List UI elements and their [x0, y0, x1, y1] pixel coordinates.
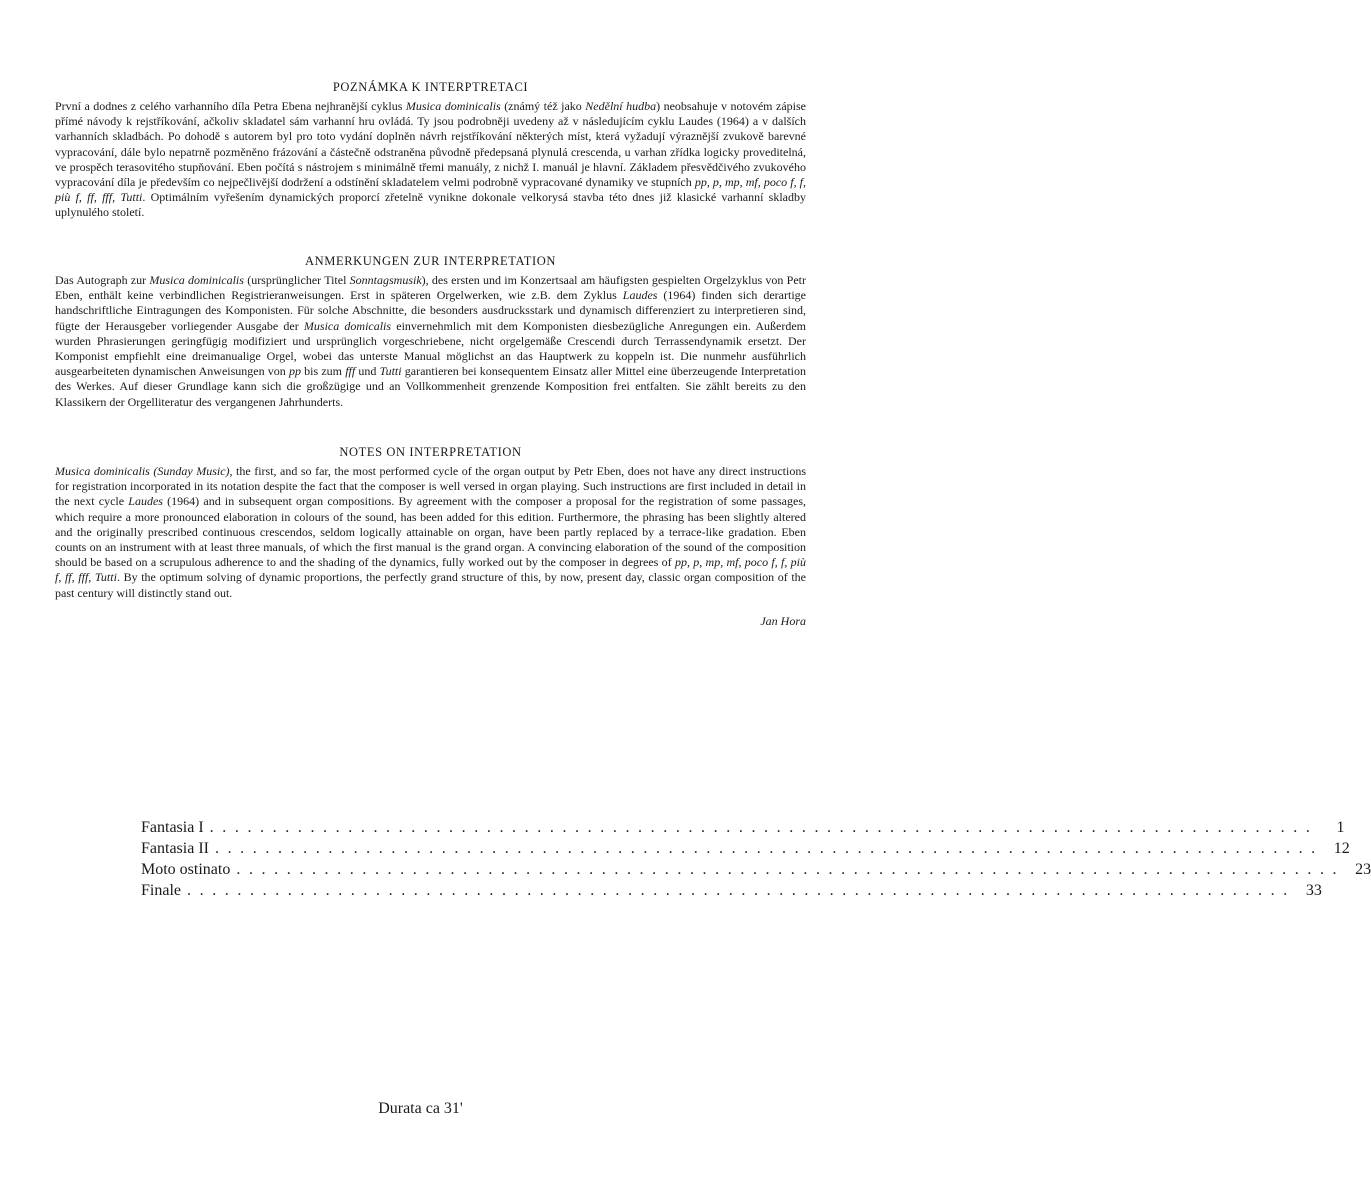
toc-leader-dots: ........................................................................................ — [214, 840, 1324, 857]
italic-text-run: Sonntagsmusik — [349, 273, 422, 287]
italic-text-run: Musica domicalis — [303, 318, 392, 333]
italic-text-run: Musica dominicalis — [149, 273, 244, 287]
text-run: . By the optimum solving of dynamic proportions, the perfectly grand structure of this, by now, present day, classic organ composition of the past century will distinctly stand out. — [55, 570, 806, 600]
toc-leader-dots: ........................................................................................ — [187, 882, 1296, 899]
italic-text-run: Tutti — [379, 364, 402, 379]
text-run: (známý též jako — [500, 99, 586, 113]
text-run: bis zum — [300, 364, 346, 379]
english-paragraph — [55, 464, 806, 601]
text-run: garantieren bei konsequentem Einsatz aller Mittel eine überzeugende Interpretation des Werkes. Auf dieser Grundlage kann sich die großzügige und an Vollkommenheit grenzende Komposition frei entfalten. Sie zählt bereits zu den Klassikern der Orgelliteratur des vergangenen Jahrhunderts. — [55, 364, 806, 409]
toc-leader-dots: ........................................................................................ — [209, 819, 1319, 836]
german-section — [55, 254, 806, 410]
text-run: (1964) and in subsequent organ compositions. By agreement with the composer a proposal for the registration of some passages, which require a more pronounced elaboration in colours of the sound, has been added for this edition. Furthermore, the phrasing has been slightly altered and the originally prescribed continuous crescendos, seldom logically attainable on organ, have been partly replaced by a terrace-like gradation. Eben counts on an instrument with at least three manuals, of which the first manual is the grand organ. A convincing elaboration of the sound of the composition should be based on a scrupulous adherence to and the shading of the dynamics, fully worked out by the composer in degrees of — [55, 494, 806, 570]
text-run: ), des ersten und im Konzertsaal am häufigsten gespielten Orgelzyklus von Petr Eben, enthält keine verbindlichen Registrieranweisungen. Erst in späteren Orgelwerken, wie z.B. dem Zyklus — [55, 273, 806, 303]
italic-text-run: Laudes — [622, 288, 658, 303]
duration-note: Durata ca 31' — [378, 1100, 463, 1117]
text-run: (ursprünglicher Titel — [243, 273, 350, 287]
toc-page-number: 23 — [1355, 861, 1371, 878]
table-of-contents — [141, 819, 1371, 903]
italic-text-run: Laudes — [128, 494, 163, 509]
toc-leader-dots: ........................................................................................ — [236, 861, 1346, 878]
italic-text-run: Nedělní hudba — [585, 99, 657, 113]
italic-text-run: Musica dominicalis — [405, 99, 501, 113]
text-run: und — [355, 364, 380, 379]
czech-heading: POZNÁMKA K INTERPTRETACI — [332, 80, 529, 94]
text-run: ) neobsahuje v notovém zápise přímé návody k rejstříkování, ačkoliv skladatel sám varhanní hru ovládá. Ty jsou podrobněji uvedeny až v následujícím cyklu Laudes (1964) a v dalších varhanních skladbách. Po dohodě s autorem byl pro toto vydání doplněn návrh rejstříkování některých míst, která vyžadují výraznější zvukově barevné vypracování, dále bylo nepatrně pozměněno frázování a částečně odstraněna původně předepsaná plynulá crescenda, u varhan zřídka logicky proveditelná, ve prospěch terasovitého stupňování. Eben počítá s nástrojem s minimálně třemi manuály, z nichž I. manuál je hlavní. Základem přesvědčivého zvukového vypracování díla je především co nejpečlivější dodržení a odstínění skladatelem velmi podrobně vypracované dynamiky ve stupních — [55, 99, 806, 190]
text-run: První a dodnes z celého varhanního díla Petra Ebena nejhranější cyklus — [55, 99, 406, 113]
italic-text-run: pp — [288, 364, 301, 379]
text-run: . Optimálním vyřešením dynamických proporcí zřetelně vynikne dokonale velkorysá stavba této dnes již klasické varhanní skladby uplynulého století. — [55, 190, 806, 220]
signature: Jan Hora — [760, 614, 806, 628]
german-heading: ANMERKUNGEN ZUR INTERPRETATION — [304, 254, 556, 268]
italic-text-run: pp, p, mp, mf, poco f, f, più f, ff, fff, Tutti — [55, 555, 807, 585]
german-paragraph — [55, 273, 806, 410]
text-run: Das Autograph zur — [55, 273, 150, 287]
text-run: einvernehmlich mit dem Komponisten diesbezügliche Anregungen ein. Außerdem wurden Phrasierungen geringfügig modifiziert und ursprünglich vorgeschriebene, nicht orgelgemäße Crescendi durch Terrassendynamik ersetzt. Der Komponist empfiehlt eine dreimanualige Orgel, wobei das unterste Manual möglichst an das Hauptwerk zu koppeln ist. Die nunmehr ausführlich ausgearbeiteten dynamischen Anweisungen von — [55, 318, 806, 379]
toc-entry-fantasia-ii — [141, 840, 1350, 861]
toc-title: Fantasia II — [141, 840, 209, 857]
czech-paragraph — [55, 99, 806, 221]
italic-text-run: fff — [345, 364, 356, 379]
toc-entry-moto-ostinato — [141, 861, 1371, 882]
toc-title: Moto ostinato — [141, 861, 231, 878]
english-section — [55, 445, 806, 601]
italic-text-run: Musica dominicalis (Sunday Music), — [55, 464, 233, 478]
toc-entry-finale — [141, 882, 1322, 903]
toc-entry-fantasia-i — [141, 819, 1345, 840]
italic-text-run: pp, p, mp, mf, poco f, f, più f, ff, fff, Tutti — [55, 175, 806, 205]
toc-title: Fantasia I — [141, 819, 204, 836]
toc-page-number: 12 — [1333, 840, 1350, 857]
toc-page-number: 1 — [1336, 819, 1345, 836]
text-run: (1964) finden sich derartige handschriftliche Eintragungen des Komponisten. Für solche Abschnitte, die besonders ausdrucksstark und dynamisch differenziert zu interpretieren sind, fügte der Herausgeber vorliegender Ausgabe der — [55, 288, 806, 333]
text-run: the first, and so far, the most performed cycle of the organ output by Petr Eben, does not have any direct instructions for registration incorporated in its notation despite the fact that the composer is well versed in organ playing. Such instructions are first included in detail in the next cycle — [55, 464, 806, 509]
toc-page-number: 33 — [1305, 882, 1322, 899]
czech-section — [55, 80, 806, 221]
english-heading: NOTES ON INTERPRETATION — [339, 445, 522, 459]
toc-title: Finale — [141, 882, 181, 899]
